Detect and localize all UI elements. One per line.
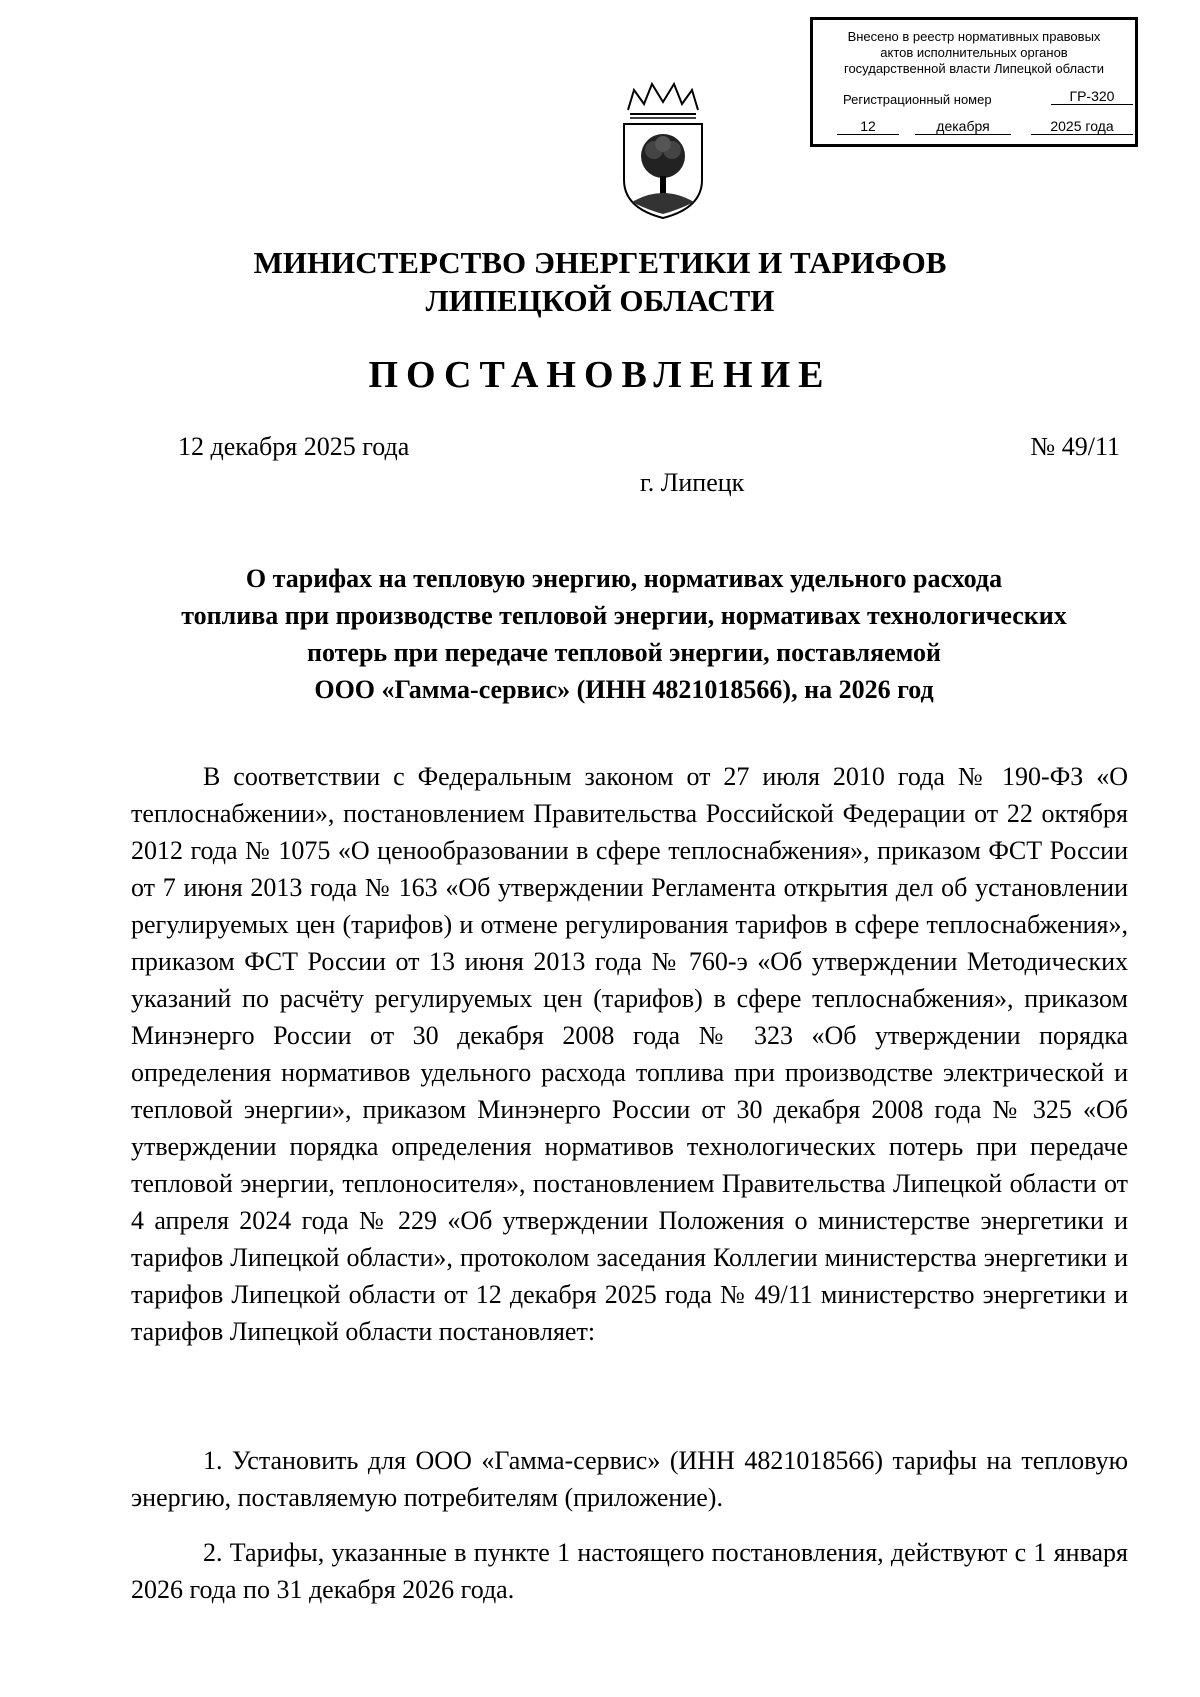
document-city: г. Липецк [640,468,745,497]
coat-of-arms-emblem-icon [618,80,708,220]
stamp-line-1: Внесено в реестр нормативных правовых [847,29,1101,44]
document-date: 12 декабря 2025 года [178,432,410,461]
subject-line-3: потерь при передаче тепловой энергии, поставляемой [307,638,941,667]
document-subject [120,560,1128,708]
ministry-line-1: МИНИСТЕРСТВО ЭНЕРГЕТИКИ И ТАРИФОВ [253,245,947,280]
stamp-month: декабря [915,118,1011,135]
item-2-paragraph: 2. Тарифы, указанные в пункте 1 настоящего постановления, действуют с 1 января 2026 года по 31 декабря 2026 года. [131,1538,1128,1604]
stamp-line-3: государственной власти Липецкой области [843,61,1105,76]
item-1-paragraph: 1. Установить для ООО «Гамма-сервис» (ИНН 4821018566) тарифы на тепловую энергию, поставляемую потребителям (приложение). [131,1446,1128,1512]
stamp-year: 2025 года [1031,118,1133,135]
stamp-day: 12 [837,118,899,135]
stamp-reg-number: ГР-320 [1051,88,1133,105]
preamble-paragraph: В соответствии с Федеральным законом от 27 июля 2010 года № 190-ФЗ «О теплоснабжении», постановлением Правительства Российской Федерации от 22 октября 2012 года № 1075 «О ценообразовании в сфере теплоснабжения», приказом ФСТ России от 7 июня 2013 года № 163 «Об утверждении Регламента открытия дел об установлении регулируемых цен (тарифов) и отмене регулирования тарифов в сфере теплоснабжения», приказом ФСТ России от 13 июня 2013 года № 760-э «Об утверждении Методических указаний по расчёту регулируемых цен (тарифов) в сфере теплоснабжения», приказом Минэнерго России от 30 декабря 2008 года № 323 «Об утверждении порядка определения нормативов удельного расхода топлива при производстве электрической и тепловой энергии», приказом Минэнерго России от 30 декабря 2008 года № 325 «Об утверждении порядка определения нормативов технологических потерь при передаче тепловой энергии, теплоносителя», постановлением Правительства Липецкой области от 4 апреля 2024 года № 229 «Об утверждении Положения о министерстве энергетики и тарифов Липецкой области», протоколом заседания Коллегии министерства энергетики и тарифов Липецкой области от 12 декабря 2025 года № 49/11 министерство энергетики и тарифов Липецкой области постановляет: [131,762,1128,1346]
subject-line-4: ООО «Гамма-сервис» (ИНН 4821018566), на 2026 год [314,675,934,704]
subject-line-2: топлива при производстве тепловой энергии, нормативах технологических [181,601,1067,630]
registry-stamp [810,17,1138,147]
ministry-name [0,244,1200,320]
document-number: № 49/11 [1030,432,1120,461]
stamp-reg-label: Регистрационный номер [843,92,992,107]
ministry-line-2: ЛИПЕЦКОЙ ОБЛАСТИ [425,283,775,318]
document-type: ПОСТАНОВЛЕНИЕ [368,354,832,396]
stamp-line-2: актов исполнительных органов [880,45,1068,60]
subject-line-1: О тарифах на тепловую энергию, нормативах удельного расхода [245,564,1003,593]
